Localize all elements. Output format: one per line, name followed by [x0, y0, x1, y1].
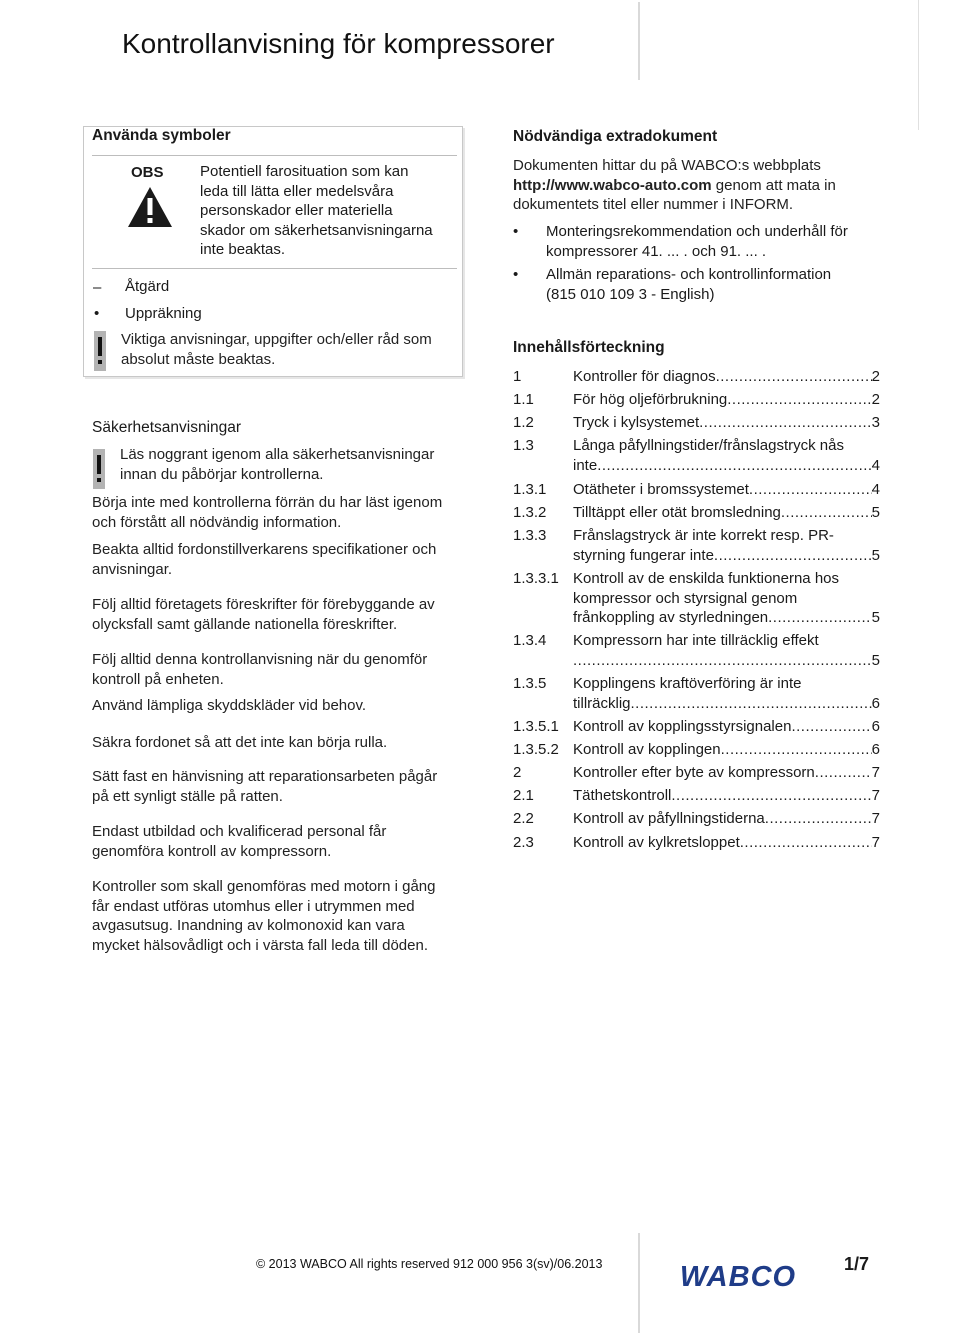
- toc-number: 1.3.4: [513, 632, 547, 649]
- toc-title-line: [573, 694, 880, 714]
- toc-title-line: kompressor och styrsignal genom: [573, 589, 798, 607]
- toc-page-number: 3: [871, 414, 880, 431]
- toc-title: [573, 367, 880, 387]
- text-line: Börja inte med kontrollerna förrän du har läst igenom: [92, 494, 443, 511]
- text-line: avgasutsug. Inandning av kolmonoxid kan vara: [92, 917, 405, 934]
- list-item-text: [546, 222, 848, 262]
- toc-number: 2.1: [513, 787, 534, 804]
- safety-paragraph: [92, 733, 387, 753]
- toc-page-number: 7: [871, 787, 880, 804]
- extra-docs-intro: [513, 156, 836, 215]
- toc-title-text: Kontroll av kopplingen: [573, 741, 721, 758]
- logo-text: WABCO: [679, 1261, 797, 1290]
- toc-title-line: [573, 456, 880, 476]
- safety-paragraph: [92, 650, 427, 689]
- toc-title-text: Tilltäppt eller otät bromsledning: [573, 504, 781, 521]
- toc-title-line: [573, 809, 880, 829]
- toc-title-line: [573, 763, 880, 783]
- toc-title: [573, 503, 880, 523]
- text-line: Endast utbildad och kvalificerad personal får: [92, 823, 387, 840]
- toc-title-text: Tryck i kylsystemet: [573, 414, 700, 431]
- toc-title-line: Kompressorn har inte tillräcklig effekt: [573, 632, 819, 649]
- obs-line: personskador eller materiella: [200, 202, 393, 219]
- toc-title-text: Kontroller efter byte av kompressorn: [573, 764, 815, 781]
- safety-heading: Säkerhetsanvisningar: [92, 419, 242, 436]
- text-line: Följ alltid denna kontrollanvisning när du genomför: [92, 651, 428, 668]
- toc-number: 1.3.1: [513, 481, 547, 498]
- toc-title-line: [573, 503, 880, 523]
- toc-leader-dots: [721, 740, 872, 760]
- toc-page-number: 7: [871, 834, 880, 851]
- toc-title: [573, 413, 880, 433]
- toc-title-line: [573, 833, 880, 853]
- toc-title-text: styrning fungerar inte: [573, 546, 714, 564]
- toc-title: [573, 809, 880, 829]
- text-line: [513, 176, 836, 196]
- toc-leader-dots: [716, 367, 872, 387]
- toc-leader-dots: [727, 390, 871, 410]
- obs-line: inte beaktas.: [200, 241, 286, 258]
- text-line: kontroll på enheten.: [92, 670, 224, 688]
- toc-heading: Innehållsförteckning: [513, 339, 665, 356]
- safety-paragraph: [92, 540, 436, 579]
- toc-title: [573, 480, 880, 500]
- toc-title-line: [573, 390, 880, 410]
- safety-paragraph: [92, 696, 366, 716]
- toc-leader-dots: [815, 763, 872, 783]
- safety-warning: [120, 445, 434, 485]
- wabco-url-link[interactable]: http://www.wabco-auto.com: [513, 176, 712, 194]
- safety-paragraph: [92, 822, 386, 861]
- obs-line: Potentiell farosituation som kan: [200, 163, 409, 180]
- toc-leader-dots: [597, 456, 871, 476]
- extra-docs-heading: Nödvändiga extradokument: [513, 128, 718, 145]
- text-line: Beakta alltid fordonstillverkarens specifikationer och: [92, 541, 437, 558]
- warning-line: innan du påbörjar kontrollerna.: [120, 466, 324, 483]
- toc-page-number: 5: [871, 504, 880, 521]
- toc-title-line: [573, 367, 880, 387]
- footer-divider: [638, 1233, 640, 1333]
- obs-label: OBS: [131, 164, 164, 181]
- dash-meaning: Åtgärd: [125, 278, 170, 295]
- toc-leader-dots: [740, 833, 872, 853]
- toc-leader-dots: [765, 809, 872, 829]
- toc-title-text: Kontroller för diagnos: [573, 368, 716, 385]
- toc-title-line: [573, 480, 880, 500]
- toc-title: [573, 833, 880, 853]
- toc-leader-dots: [573, 651, 872, 671]
- important-description: [121, 330, 432, 370]
- text-line: Allmän reparations- och kontrollinformation: [546, 266, 832, 283]
- toc-title-text: inte: [573, 456, 598, 474]
- toc-leader-dots: [714, 546, 872, 566]
- toc-number: 1.2: [513, 414, 534, 431]
- toc-leader-dots: [631, 694, 872, 714]
- divider: [92, 155, 457, 156]
- warning-icon: [126, 185, 174, 229]
- bullet-meaning: Uppräkning: [125, 305, 202, 322]
- toc-page-number: 5: [871, 609, 880, 626]
- important-icon: [94, 331, 106, 371]
- bullet-symbol: •: [513, 223, 519, 240]
- toc-title-text: Kontroll av kylkretsloppet: [573, 834, 740, 851]
- toc-title: [573, 740, 880, 760]
- symbols-legend-box: [83, 126, 463, 377]
- toc-title-line: [573, 608, 880, 628]
- text-line: Använd lämpliga skyddskläder vid behov.: [92, 697, 367, 714]
- text-line: anvisningar.: [92, 560, 173, 578]
- text-line: Monteringsrekommendation och underhåll för: [546, 223, 848, 240]
- toc-number: 1: [513, 368, 522, 385]
- toc-page-number: 5: [871, 546, 880, 564]
- toc-page-number: 4: [871, 481, 880, 498]
- text-line: och förstått all nödvändig information.: [92, 513, 342, 531]
- toc-title-line: [573, 651, 880, 671]
- important-line: absolut måste beaktas.: [121, 351, 276, 368]
- toc-number: 2.2: [513, 810, 534, 827]
- toc-title: [573, 674, 880, 713]
- toc-leader-dots: [749, 480, 872, 500]
- symbols-heading: Använda symboler: [92, 127, 231, 144]
- toc-number: 1.3.5: [513, 675, 547, 692]
- toc-page-number: 4: [871, 456, 880, 474]
- safety-paragraph: [92, 493, 442, 532]
- toc-page-number: 6: [871, 718, 880, 735]
- bullet-symbol: •: [513, 266, 519, 283]
- toc-page-number: 2: [871, 391, 880, 408]
- toc-number: 1.3.5.1: [513, 718, 559, 735]
- toc-leader-dots: [699, 413, 872, 433]
- divider: [92, 268, 457, 269]
- toc-title-text: frånkoppling av styrledningen: [573, 609, 769, 626]
- toc-title-line: Kontroll av de enskilda funktionerna hos: [573, 570, 840, 587]
- toc-page-number: 6: [871, 694, 880, 712]
- toc-title-line: [573, 740, 880, 760]
- safety-paragraph: [92, 767, 437, 806]
- text-line: olycksfall samt gällande nationella föreskrifter.: [92, 615, 398, 633]
- text-line: kompressorer 41. ... . och 91. ... .: [546, 243, 767, 260]
- text-line: får endast utföras utomhus eller i utrymmen med: [92, 897, 415, 915]
- page-title: Kontrollanvisning för kompressorer: [122, 28, 555, 59]
- toc-title-line: [573, 546, 880, 566]
- obs-line: skador om säkerhetsanvisningarna: [200, 221, 433, 239]
- wabco-logo: [667, 1260, 809, 1290]
- important-line: Viktiga anvisningar, uppgifter och/eller råd som: [121, 331, 432, 348]
- margin-rule: [918, 0, 919, 130]
- page-number: 1/7: [844, 1254, 870, 1274]
- toc-title: [573, 717, 880, 737]
- toc-leader-dots: [791, 717, 871, 737]
- toc-title-text: För hög oljeförbrukning: [573, 391, 728, 408]
- toc-number: 1.1: [513, 391, 534, 408]
- toc-number: 1.3.3: [513, 527, 547, 544]
- toc-page-number: 5: [871, 651, 880, 669]
- important-icon: [93, 449, 105, 489]
- safety-paragraph: [92, 877, 436, 955]
- text-line: Dokumenten hittar du på WABCO:s webbplats: [513, 157, 821, 174]
- toc-number: 1.3.2: [513, 504, 547, 521]
- toc-title-line: [573, 786, 880, 806]
- toc-title: [573, 390, 880, 410]
- toc-title: [573, 569, 880, 628]
- obs-description: [200, 162, 462, 260]
- toc-title-text: Täthetskontroll: [573, 787, 672, 804]
- copyright: © 2013 WABCO All rights reserved 912 000 956 3(sv)/06.2013: [256, 1257, 603, 1271]
- toc-title-line: Kopplingens kraftöverföring är inte: [573, 675, 802, 692]
- text-line: Följ alltid företagets föreskrifter för förebyggande av: [92, 596, 435, 613]
- toc-title-text: Otätheter i bromssystemet: [573, 481, 749, 498]
- dash-symbol: –: [93, 279, 102, 296]
- toc-page-number: 7: [871, 764, 880, 781]
- bullet-symbol: •: [94, 305, 100, 322]
- toc-page-number: 7: [871, 810, 880, 827]
- text-line: Säkra fordonet så att det inte kan börja rulla.: [92, 734, 388, 751]
- toc-leader-dots: [768, 608, 872, 628]
- header-divider: [638, 2, 640, 80]
- toc-page-number: 2: [871, 368, 880, 385]
- toc-title: [573, 763, 880, 783]
- toc-number: 2.3: [513, 834, 534, 851]
- toc-title-line: Frånslagstryck är inte korrekt resp. PR-: [573, 527, 834, 544]
- toc-page-number: 6: [871, 741, 880, 758]
- toc-leader-dots: [671, 786, 871, 806]
- warning-line: Läs noggrant igenom alla säkerhetsanvisningar: [120, 446, 435, 463]
- toc-title-line: [573, 717, 880, 737]
- obs-line: leda till lätta eller medelsvåra: [200, 182, 394, 200]
- text-fragment: genom att mata in: [711, 176, 836, 194]
- toc-title-text: Kontroll av påfyllningstiderna: [573, 810, 765, 827]
- toc-title-text: tillräcklig: [573, 694, 631, 712]
- text-line: på ett synligt ställe på ratten.: [92, 787, 283, 805]
- toc-title: [573, 526, 880, 565]
- toc-number: 1.3.3.1: [513, 570, 559, 587]
- toc-number: 2: [513, 764, 522, 781]
- text-line: Kontroller som skall genomföras med motorn i gång: [92, 878, 436, 895]
- toc-title: [573, 786, 880, 806]
- text-line: mycket hälsovådligt och i värsta fall leda till döden.: [92, 936, 429, 954]
- safety-paragraph: [92, 595, 435, 634]
- toc-leader-dots: [781, 503, 872, 523]
- toc-title: [573, 436, 880, 475]
- toc-title-line: Långa påfyllningstider/frånslagstryck nås: [573, 437, 844, 454]
- text-line: dokumentets titel eller nummer i INFORM.: [513, 196, 794, 213]
- toc-number: 1.3.5.2: [513, 741, 559, 758]
- list-item-text: [546, 265, 831, 305]
- toc-number: 1.3: [513, 437, 534, 454]
- text-line: genomföra kontroll av kompressorn.: [92, 842, 332, 860]
- toc-title-line: [573, 413, 880, 433]
- toc-title-text: Kontroll av kopplingsstyrsignalen: [573, 718, 792, 735]
- toc-title: [573, 631, 880, 670]
- text-line: (815 010 109 3 - English): [546, 286, 715, 303]
- text-line: Sätt fast en hänvisning att reparationsarbeten pågår: [92, 768, 438, 785]
